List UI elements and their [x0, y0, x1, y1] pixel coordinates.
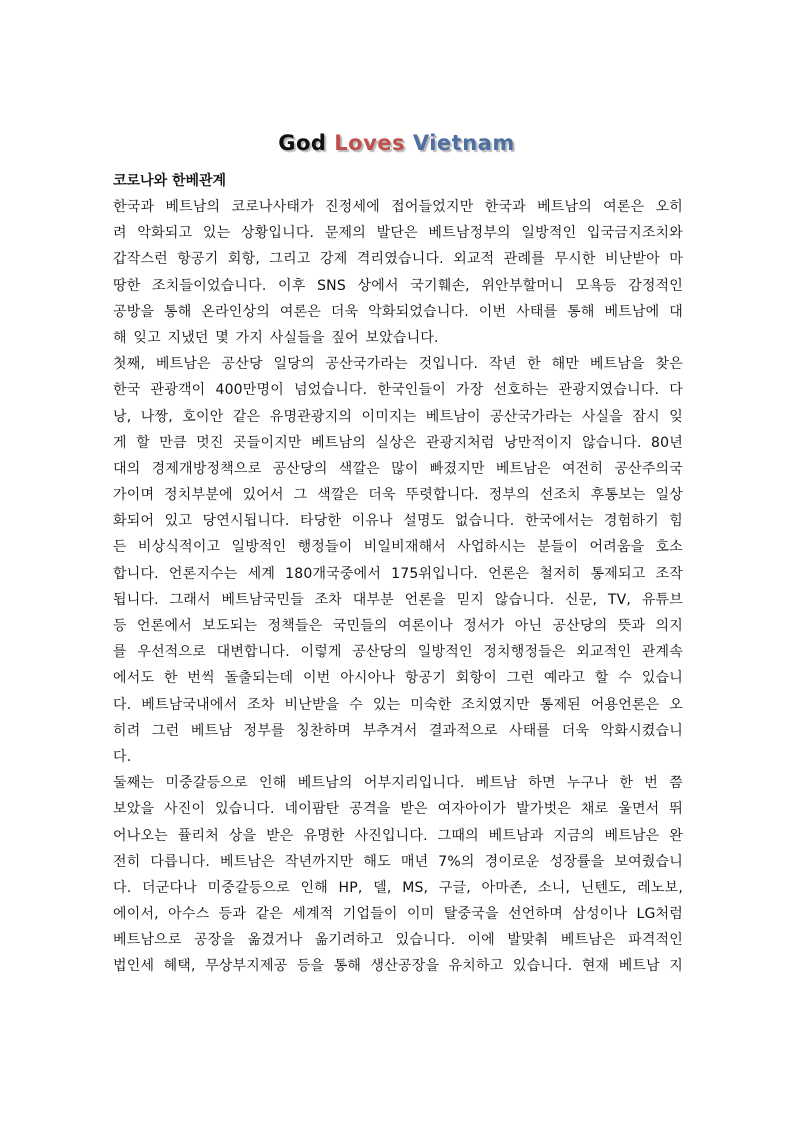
text-line: 히려 그런 베트남 정부를 칭찬하며 부추겨서 결과적으로 사태를 더욱 악화시켰습니 [113, 722, 683, 739]
text-line: 둘째는 미중갈등으로 인해 베트남의 어부지리입니다. 베트남 하면 누구나 한 번 쯤 [113, 775, 683, 792]
text-line: 화되어 있고 당연시됩니다. 타당한 이유나 설명도 없습니다. 한국에서는 경험하기 힘 [113, 513, 683, 530]
text-line: 다. [113, 748, 132, 765]
section-heading: 코로나와 한베관계 [113, 173, 227, 189]
title-word-loves: Loves [334, 131, 406, 155]
text-line: 가이며 정치부분에 있어서 그 색깔은 더욱 뚜렷합니다. 정부의 선조치 후통보는 일상 [113, 487, 683, 504]
text-line: 법인세 혜택, 무상부지제공 등을 통해 생산공장을 유치하고 있습니다. 현재 베트남 지 [113, 958, 683, 975]
text-line: 공방을 통해 온라인상의 여론은 더욱 악화되었습니다. 이번 사태를 통해 베트남에 대 [113, 303, 683, 320]
title-word-vietnam: Vietnam [412, 131, 515, 155]
text-line: 전히 다릅니다. 베트남은 작년까지만 해도 매년 7%의 경이로운 성장률을 보여줬습니 [113, 853, 683, 870]
document-body [113, 170, 683, 980]
text-line: 에이서, 아수스 등과 같은 세계적 기업들이 이미 탈중국을 선언하며 삼성이나 LG처럼 [113, 906, 683, 923]
text-line: 려 악화되고 있는 상황입니다. 문제의 발단은 베트남정부의 일방적인 입국금지조치와 [113, 225, 683, 242]
text-line: 한국 관광객이 400만명이 넘었습니다. 한국인들이 가장 선호하는 관광지였습니다. 다 [113, 382, 683, 399]
text-line: 다. 더군다나 미중갈등으로 인해 HP, 델, MS, 구글, 아마존, 소니, 닌텐도, 레노보, [113, 879, 683, 896]
text-line: 땅한 조치들이었습니다. 이후 SNS 상에서 국기훼손, 위안부할머니 모욕등 감정적인 [113, 277, 683, 294]
text-line: 든 비상식적이고 일방적인 행정들이 비일비재해서 사업하시는 분들이 어려움을 호소 [113, 539, 683, 556]
text-line: 베트남으로 공장을 옮겼거나 옮기려하고 있습니다. 이에 발맞춰 베트남은 파격적인 [113, 932, 683, 949]
text-line: 게 할 만큼 멋진 곳들이지만 베트남의 실상은 관광지처럼 낭만적이지 않습니다. 80년 [113, 434, 683, 451]
text-line: 갑작스런 항공기 회항, 그리고 강제 격리였습니다. 외교적 관례를 무시한 비난받아 마 [113, 251, 683, 268]
text-line: 다. 베트남국내에서 조차 비난받을 수 있는 미숙한 조치였지만 통제된 어용언론은 오 [113, 696, 683, 713]
text-line: 해 잊고 지냈던 몇 가지 사실들을 짚어 보았습니다. [113, 329, 439, 346]
text-line: 어나오는 퓰리처 상을 받은 유명한 사진입니다. 그때의 베트남과 지금의 베트남은 완 [113, 827, 683, 844]
title-word-god: God [278, 131, 327, 155]
text-line: 합니다. 언론지수는 세계 180개국중에서 175위입니다. 언론은 철저히 통제되고 조작 [113, 565, 683, 582]
text-line: 를 우선적으로 대변합니다. 이렇게 공산당의 일방적인 정치행정들은 외교적인 관계속 [113, 644, 683, 661]
text-line: 에서도 한 번씩 돌출되는데 이번 아시아나 항공기 회항이 그런 예라고 할 수 있습니 [113, 670, 683, 687]
text-line: 첫째, 베트남은 공산당 일당의 공산국가라는 것입니다. 작년 한 해만 베트남을 찾은 [113, 356, 683, 373]
paragraph-second-point [113, 770, 683, 980]
text-line: 됩니다. 그래서 베트남국민들 조차 대부분 언론을 믿지 않습니다. 신문, TV, 유튜브 [113, 591, 683, 608]
text-line: 등 언론에서 보도되는 정책들은 국민들의 여론이나 정서가 아닌 공산당의 뜻과 의지 [113, 618, 683, 634]
paragraph-intro [113, 194, 683, 351]
text-line: 한국과 베트남의 코로나사태가 진정세에 접어들었지만 한국과 베트남의 여론은 오히 [113, 199, 683, 215]
text-line: 낭, 나짱, 호이안 같은 유명관광지의 이미지는 베트남이 공산국가라는 사실을 잠시 잊 [113, 408, 683, 425]
document-title [0, 128, 793, 158]
text-line: 대의 경제개방정책으로 공산당의 색깔은 많이 빠졌지만 베트남은 여전히 공산주의국 [113, 460, 683, 477]
paragraph-first-point [113, 351, 683, 770]
text-line: 보았을 사진이 있습니다. 네이팜탄 공격을 받은 여자아이가 발가벗은 채로 울면서 뛰 [113, 801, 683, 818]
